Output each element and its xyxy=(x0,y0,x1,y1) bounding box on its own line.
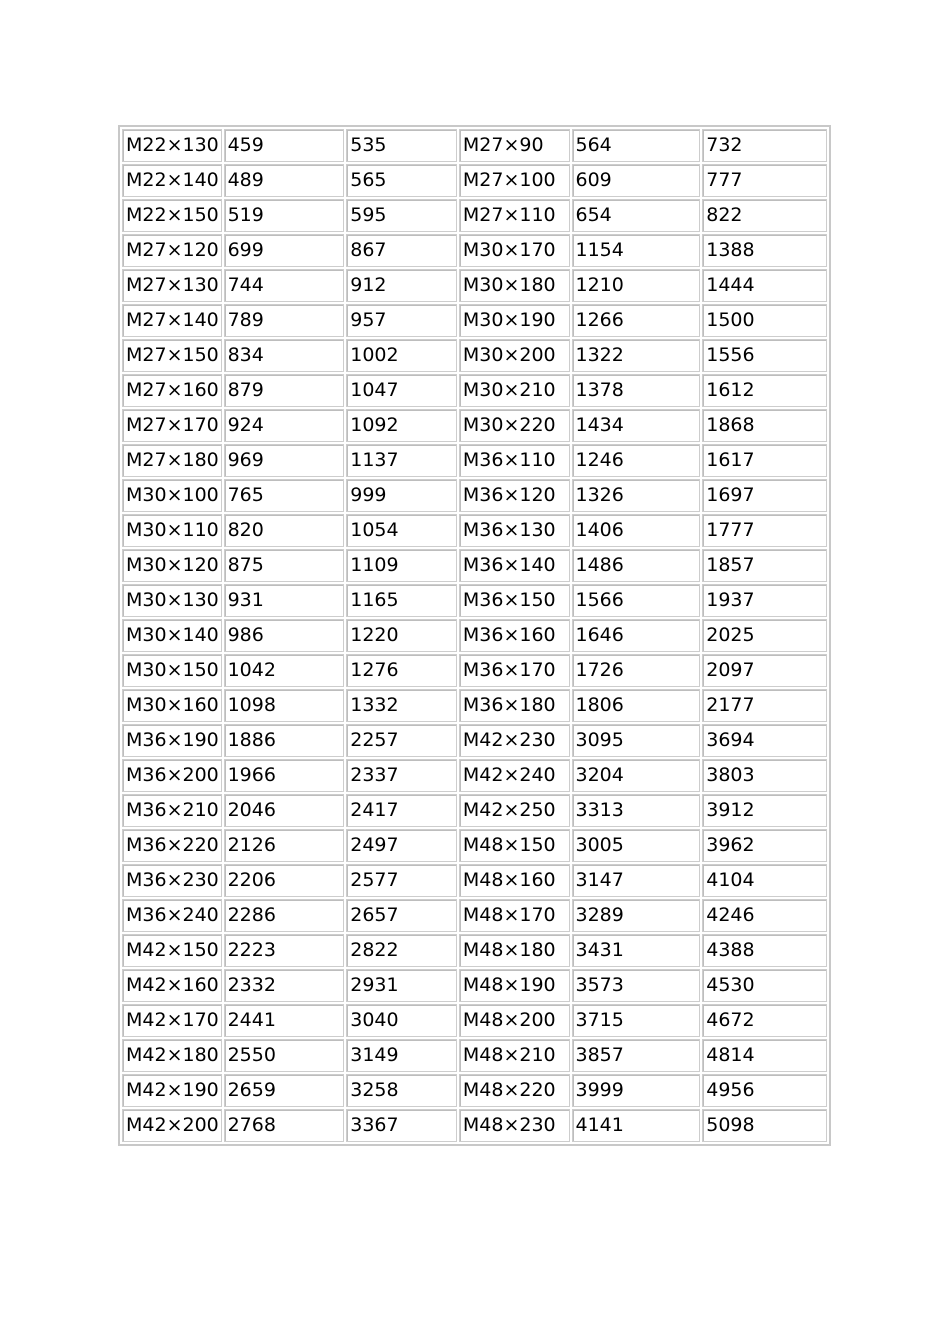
table-cell: 4388 xyxy=(702,934,827,967)
table-cell: 1276 xyxy=(346,654,457,687)
table-cell: 3857 xyxy=(572,1039,701,1072)
table-cell: M30×210 xyxy=(459,374,570,407)
table-row xyxy=(122,724,827,757)
table-cell: M42×160 xyxy=(122,969,222,1002)
table-cell: 1002 xyxy=(346,339,457,372)
table-cell: 789 xyxy=(224,304,345,337)
table-row xyxy=(122,129,827,162)
table-cell: 1937 xyxy=(702,584,827,617)
table-cell: 2659 xyxy=(224,1074,345,1107)
table-cell: M27×170 xyxy=(122,409,222,442)
table-cell: M36×170 xyxy=(459,654,570,687)
table-row xyxy=(122,549,827,582)
table-cell: M36×230 xyxy=(122,864,222,897)
table-cell: 699 xyxy=(224,234,345,267)
table-cell: M30×100 xyxy=(122,479,222,512)
table-cell: M36×220 xyxy=(122,829,222,862)
table-cell: M42×150 xyxy=(122,934,222,967)
table-row xyxy=(122,409,827,442)
table-cell: 1054 xyxy=(346,514,457,547)
table-row xyxy=(122,899,827,932)
table-cell: M36×150 xyxy=(459,584,570,617)
table-cell: 867 xyxy=(346,234,457,267)
table-cell: 3715 xyxy=(572,1004,701,1037)
table-cell: M30×200 xyxy=(459,339,570,372)
table-cell: 3431 xyxy=(572,934,701,967)
table-row xyxy=(122,969,827,1002)
table-cell: 4672 xyxy=(702,1004,827,1037)
table-row xyxy=(122,654,827,687)
table-cell: 3040 xyxy=(346,1004,457,1037)
table-cell: M27×150 xyxy=(122,339,222,372)
table-cell: 1777 xyxy=(702,514,827,547)
table-cell: 732 xyxy=(702,129,827,162)
table-cell: 986 xyxy=(224,619,345,652)
table-cell: 3999 xyxy=(572,1074,701,1107)
table-cell: 2417 xyxy=(346,794,457,827)
table-cell: M27×180 xyxy=(122,444,222,477)
table-row xyxy=(122,164,827,197)
table-cell: 1326 xyxy=(572,479,701,512)
table-cell: M48×170 xyxy=(459,899,570,932)
bolt-spec-table xyxy=(118,125,831,1146)
table-cell: 1266 xyxy=(572,304,701,337)
table-row xyxy=(122,1074,827,1107)
table-cell: 1047 xyxy=(346,374,457,407)
table-cell: 2025 xyxy=(702,619,827,652)
table-cell: 3803 xyxy=(702,759,827,792)
table-cell: 2332 xyxy=(224,969,345,1002)
table-cell: 3258 xyxy=(346,1074,457,1107)
table-cell: M30×190 xyxy=(459,304,570,337)
table-cell: 609 xyxy=(572,164,701,197)
table-cell: M30×140 xyxy=(122,619,222,652)
table-cell: 2126 xyxy=(224,829,345,862)
table-cell: 564 xyxy=(572,129,701,162)
table-cell: 3694 xyxy=(702,724,827,757)
table-cell: 1092 xyxy=(346,409,457,442)
table-cell: 2497 xyxy=(346,829,457,862)
table-cell: 3313 xyxy=(572,794,701,827)
table-cell: 1486 xyxy=(572,549,701,582)
table-cell: 2097 xyxy=(702,654,827,687)
table-row xyxy=(122,479,827,512)
table-cell: 2223 xyxy=(224,934,345,967)
table-cell: 1566 xyxy=(572,584,701,617)
table-cell: 1210 xyxy=(572,269,701,302)
table-cell: 3962 xyxy=(702,829,827,862)
table-cell: 5098 xyxy=(702,1109,827,1142)
table-cell: 1098 xyxy=(224,689,345,722)
table-cell: 744 xyxy=(224,269,345,302)
table-cell: 875 xyxy=(224,549,345,582)
table-cell: 3005 xyxy=(572,829,701,862)
table-cell: 924 xyxy=(224,409,345,442)
table-cell: M22×130 xyxy=(122,129,222,162)
table-row xyxy=(122,794,827,827)
table-cell: 4956 xyxy=(702,1074,827,1107)
table-cell: M42×230 xyxy=(459,724,570,757)
table-cell: M27×110 xyxy=(459,199,570,232)
table-cell: M36×130 xyxy=(459,514,570,547)
table-row xyxy=(122,199,827,232)
table-cell: 1434 xyxy=(572,409,701,442)
table-cell: M48×210 xyxy=(459,1039,570,1072)
table-row xyxy=(122,584,827,617)
table-cell: 820 xyxy=(224,514,345,547)
table-cell: 4246 xyxy=(702,899,827,932)
table-cell: 912 xyxy=(346,269,457,302)
table-row xyxy=(122,864,827,897)
table-cell: M27×140 xyxy=(122,304,222,337)
table-cell: M48×180 xyxy=(459,934,570,967)
table-cell: 2257 xyxy=(346,724,457,757)
table-cell: 565 xyxy=(346,164,457,197)
table-cell: 3204 xyxy=(572,759,701,792)
table-cell: 2286 xyxy=(224,899,345,932)
table-cell: 2046 xyxy=(224,794,345,827)
table-row xyxy=(122,339,827,372)
table-cell: 2577 xyxy=(346,864,457,897)
table-cell: 1886 xyxy=(224,724,345,757)
table-cell: M22×140 xyxy=(122,164,222,197)
table-cell: 2657 xyxy=(346,899,457,932)
table-row xyxy=(122,1039,827,1072)
table-cell: 2206 xyxy=(224,864,345,897)
table-cell: 1332 xyxy=(346,689,457,722)
table-cell: M30×130 xyxy=(122,584,222,617)
table-cell: M42×250 xyxy=(459,794,570,827)
table-cell: M42×180 xyxy=(122,1039,222,1072)
table-cell: 1378 xyxy=(572,374,701,407)
table-cell: M36×160 xyxy=(459,619,570,652)
table-row xyxy=(122,514,827,547)
table-cell: 3573 xyxy=(572,969,701,1002)
table-cell: M36×140 xyxy=(459,549,570,582)
table-cell: M27×100 xyxy=(459,164,570,197)
table-row xyxy=(122,234,827,267)
table-body xyxy=(122,129,827,1142)
table-cell: 459 xyxy=(224,129,345,162)
table-cell: 957 xyxy=(346,304,457,337)
table-cell: M42×190 xyxy=(122,1074,222,1107)
table-cell: 1042 xyxy=(224,654,345,687)
table-cell: 1444 xyxy=(702,269,827,302)
table-cell: M27×130 xyxy=(122,269,222,302)
table-cell: 1137 xyxy=(346,444,457,477)
table-cell: 999 xyxy=(346,479,457,512)
table-row xyxy=(122,304,827,337)
table-row xyxy=(122,374,827,407)
table-row xyxy=(122,934,827,967)
table-cell: M30×170 xyxy=(459,234,570,267)
table-cell: 2550 xyxy=(224,1039,345,1072)
table-cell: 4814 xyxy=(702,1039,827,1072)
table-cell: M42×240 xyxy=(459,759,570,792)
table-cell: 519 xyxy=(224,199,345,232)
table-cell: 1697 xyxy=(702,479,827,512)
table-row xyxy=(122,1109,827,1142)
table-cell: 3289 xyxy=(572,899,701,932)
table-cell: 1806 xyxy=(572,689,701,722)
table-cell: M27×90 xyxy=(459,129,570,162)
table-cell: 2441 xyxy=(224,1004,345,1037)
table-cell: 1246 xyxy=(572,444,701,477)
table-cell: M36×110 xyxy=(459,444,570,477)
table-cell: 1406 xyxy=(572,514,701,547)
table-cell: 3095 xyxy=(572,724,701,757)
table-cell: 1109 xyxy=(346,549,457,582)
table-cell: 2931 xyxy=(346,969,457,1002)
table-cell: M42×170 xyxy=(122,1004,222,1037)
table-cell: 1966 xyxy=(224,759,345,792)
table-cell: 1322 xyxy=(572,339,701,372)
table-cell: M48×220 xyxy=(459,1074,570,1107)
table-cell: M48×190 xyxy=(459,969,570,1002)
table-cell: 2822 xyxy=(346,934,457,967)
table-cell: 1646 xyxy=(572,619,701,652)
table-cell: M30×180 xyxy=(459,269,570,302)
table-cell: 3912 xyxy=(702,794,827,827)
table-cell: M27×120 xyxy=(122,234,222,267)
table-cell: 3147 xyxy=(572,864,701,897)
table-cell: 1612 xyxy=(702,374,827,407)
table-row xyxy=(122,829,827,862)
table-row xyxy=(122,444,827,477)
table-cell: M30×110 xyxy=(122,514,222,547)
table-cell: 489 xyxy=(224,164,345,197)
table-cell: M36×240 xyxy=(122,899,222,932)
table-cell: 2768 xyxy=(224,1109,345,1142)
table-cell: M30×120 xyxy=(122,549,222,582)
table-cell: 3149 xyxy=(346,1039,457,1072)
table-cell: M30×220 xyxy=(459,409,570,442)
table-cell: 969 xyxy=(224,444,345,477)
table-cell: 3367 xyxy=(346,1109,457,1142)
table-cell: 1154 xyxy=(572,234,701,267)
table-cell: 1868 xyxy=(702,409,827,442)
table-cell: M36×190 xyxy=(122,724,222,757)
table-cell: M48×150 xyxy=(459,829,570,862)
table-row xyxy=(122,1004,827,1037)
table-cell: 834 xyxy=(224,339,345,372)
table-cell: 595 xyxy=(346,199,457,232)
table-cell: 2337 xyxy=(346,759,457,792)
table-cell: M27×160 xyxy=(122,374,222,407)
table-cell: 1220 xyxy=(346,619,457,652)
table-row xyxy=(122,689,827,722)
table-cell: 1500 xyxy=(702,304,827,337)
table-cell: M22×150 xyxy=(122,199,222,232)
table-cell: 1857 xyxy=(702,549,827,582)
table-cell: 4530 xyxy=(702,969,827,1002)
table-cell: 535 xyxy=(346,129,457,162)
table-cell: 4141 xyxy=(572,1109,701,1142)
table-cell: 1556 xyxy=(702,339,827,372)
table-cell: M42×200 xyxy=(122,1109,222,1142)
table-cell: M48×200 xyxy=(459,1004,570,1037)
table-cell: M48×160 xyxy=(459,864,570,897)
table-row xyxy=(122,759,827,792)
table-cell: 4104 xyxy=(702,864,827,897)
table-cell: 1726 xyxy=(572,654,701,687)
table-cell: M30×160 xyxy=(122,689,222,722)
table-cell: M36×210 xyxy=(122,794,222,827)
table-cell: 879 xyxy=(224,374,345,407)
table-cell: 822 xyxy=(702,199,827,232)
table-cell: 2177 xyxy=(702,689,827,722)
table-cell: M36×180 xyxy=(459,689,570,722)
table-cell: M30×150 xyxy=(122,654,222,687)
table-cell: 765 xyxy=(224,479,345,512)
table-cell: 931 xyxy=(224,584,345,617)
table-cell: 1388 xyxy=(702,234,827,267)
table-row xyxy=(122,269,827,302)
table-cell: M36×200 xyxy=(122,759,222,792)
table-cell: M36×120 xyxy=(459,479,570,512)
table-cell: 1617 xyxy=(702,444,827,477)
table-cell: 654 xyxy=(572,199,701,232)
table-cell: 1165 xyxy=(346,584,457,617)
table-cell: 777 xyxy=(702,164,827,197)
table-cell: M48×230 xyxy=(459,1109,570,1142)
table-row xyxy=(122,619,827,652)
